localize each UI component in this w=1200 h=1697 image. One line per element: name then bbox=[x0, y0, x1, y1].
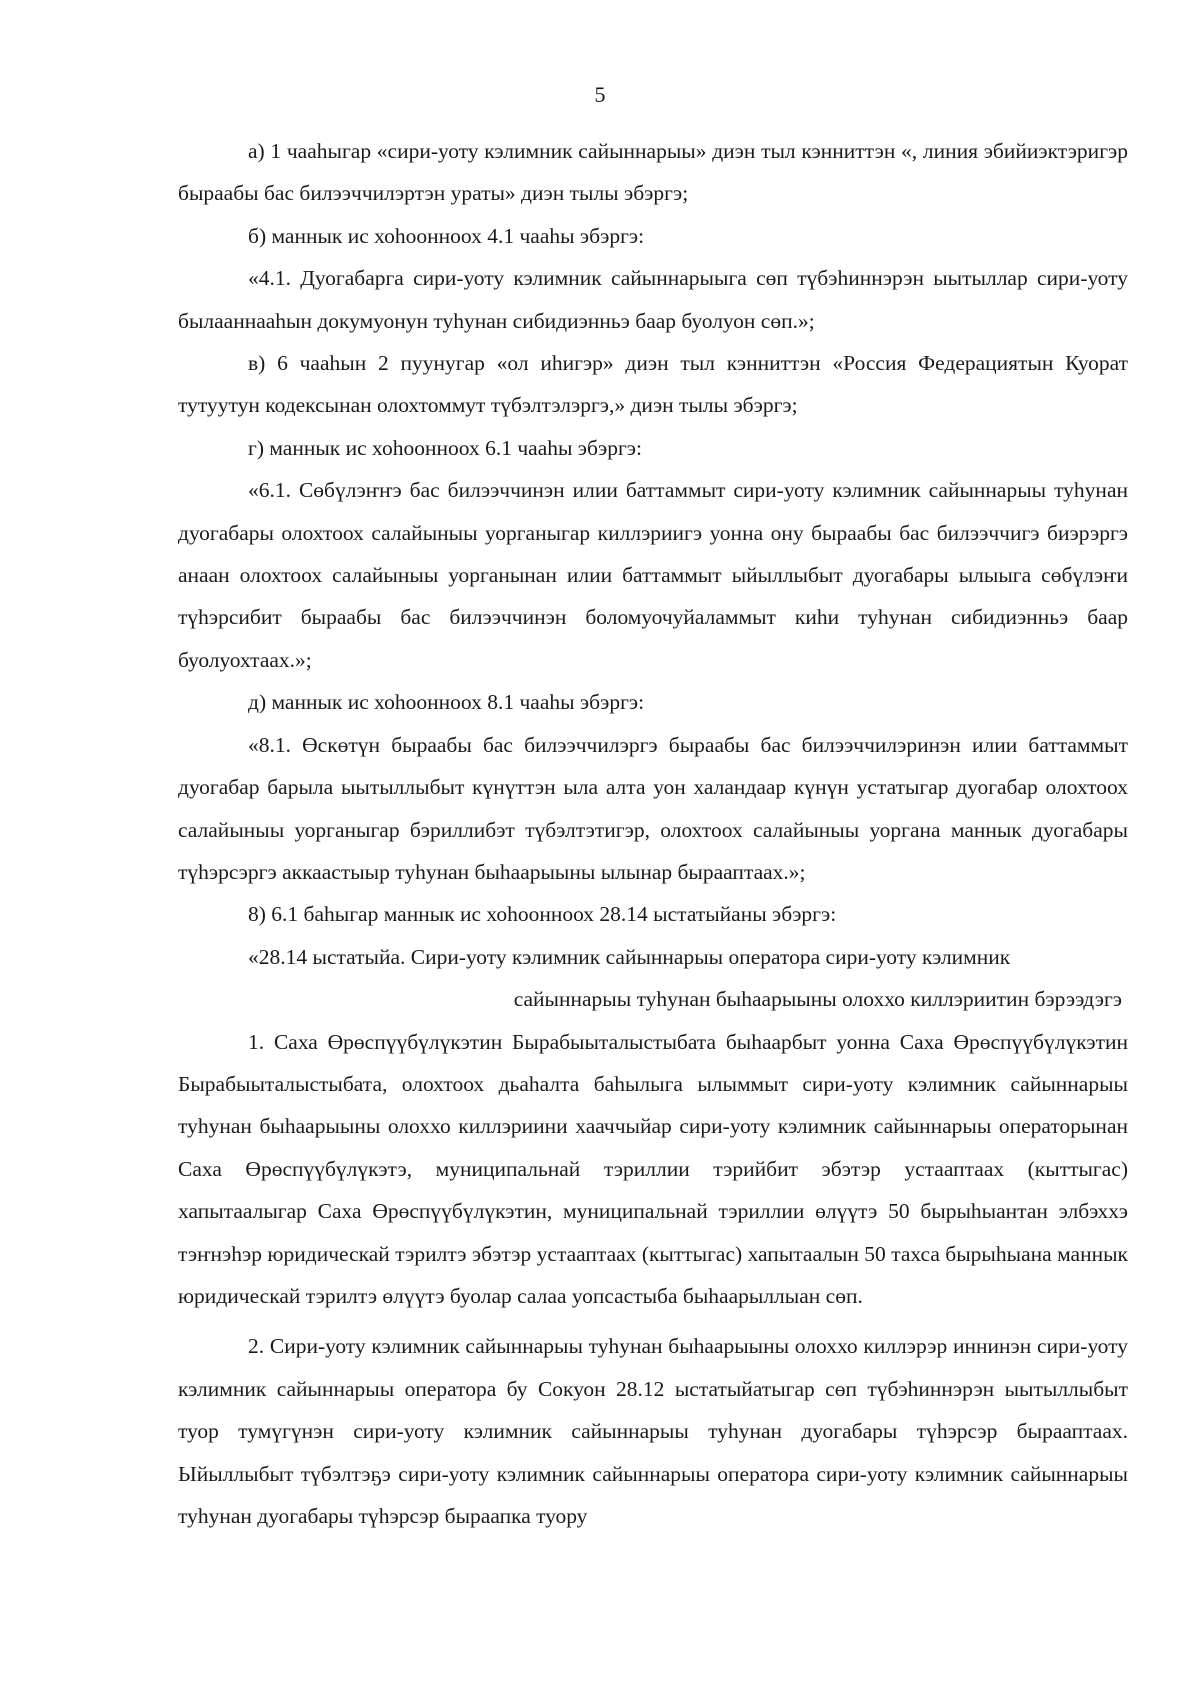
paragraph-g: г) маннык ис хоһоонноох 6.1 чааһы эбэргэ: bbox=[248, 435, 642, 460]
paragraph-a: а) 1 чааһыгар «сири-уоту кэлимник сайыннарыы» диэн тыл кэнниттэн «, линия эбийиэктэригэр быраабы бас билээччилэртэн ураты» диэн тылы эбэргэ; bbox=[178, 139, 1128, 206]
article-heading-line2: сайыннарыы туһунан быһаарыыны олоххо киллэриитин бэрээдэгэ bbox=[513, 987, 1122, 1012]
article-heading-line1: «28.14 ыстатыйа. Сири-уоту кэлимник сайыннарыы оператора сири-уоту кэлимник bbox=[248, 944, 1011, 969]
paragraph-b: б) маннык ис хоһоонноох 4.1 чааһы эбэргэ: bbox=[248, 223, 645, 248]
paragraph-4-1: «4.1. Дуогабарга сири-уоту кэлимник сайыннарыыга сөп түбэһиннэрэн ыытыллар сири-уоту былааннааһын докумуонун туһунан сибидиэнньэ баар буолуон сөп.»; bbox=[178, 266, 1128, 333]
paragraph-8: 8) 6.1 баһыгар маннык ис хоһоонноох 28.14 ыстатыйаны эбэргэ: bbox=[248, 902, 837, 927]
paragraph-6-1: «6.1. Сөбүлэҥҥэ бас билээччинэн илии баттаммыт сири-уоту кэлимник сайыннарыы туһунан дуогабары олохтоох салайыныы уорганыгар киллэриигэ уонна ону быраабы бас билээччигэ биэрэргэ анаан олохтоох салайыныы уорганынан илии баттаммыт ыйыллыбыт дуогабары ылыыга сөбүлэҥи түһэрсибит быраабы бас билээччинэн боломуочуйаламмыт киһи туһунан сибидиэнньэ баар буолуохтаах.»; bbox=[178, 478, 1128, 672]
article-heading bbox=[178, 936, 1128, 1021]
paragraph-8-1: «8.1. Өскөтүн быраабы бас билээччилэргэ быраабы бас билээччилэринэн илии баттаммыт дуогабар барыла ыытыллыбыт күнүттэн ыла алта уон халандаар күнүн устатыгар дуогабар олохтоох салайыныы уорганыгар бэриллибэт түбэлтэтигэр, олохтоох салайыныы уоргана маннык дуогабары түһэрсэргэ аккаастыыр туһунан быһаарыыны ылынар бырааптаах.»; bbox=[178, 732, 1128, 884]
document-body bbox=[178, 130, 1128, 1537]
page-number: 5 bbox=[594, 82, 606, 107]
article-paragraph-1: 1. Саха Өрөспүүбүлүкэтин Бырабыыталыстыбата быһаарбыт уонна Саха Өрөспүүбүлүкэтин Бырабыыталыстыбата, олохтоох дьаһалта баһылыга ылыммыт сири-уоту кэлимник сайыннарыы туһунан быһаарыыны олоххо киллэриини хааччыйар сири-уоту кэлимник сайыннарыы операторынан Саха Өрөспүүбүлүкэтэ, муниципальнай тэриллии тэрийбит эбэтэр устааптаах (кыттыгас) хапытаалыгар Саха Өрөспүүбүлүкэтин, муниципальнай тэриллии өлүүтэ 50 бырыһыантан элбэххэ тэҥнэһэр юридическай тэрилтэ эбэтэр устааптаах (кыттыгас) хапытаалын 50 тахса бырыһыана маннык юридическай тэрилтэ өлүүтэ буолар салаа уопсастыба быһаарыллыан сөп. bbox=[178, 1029, 1128, 1308]
article-paragraph-2: 2. Сири-уоту кэлимник сайыннарыы туһунан быһаарыыны олоххо киллэрэр иннинэн сири-уоту кэлимник сайыннарыы оператора бу Сокуон 28.12 ыстатыйатыгар сөп түбэһиннэрэн ыытыллыбыт туор тумүгүнэн сири-уоту кэлимник сайыннарыы туһунан дуогабары түһэрсэр бырааптаах. Ыйыллыбыт түбэлтэҕэ сири-уоту кэлимник сайыннарыы оператора сири-уоту кэлимник сайыннарыы туһунан дуогабары түһэрсэр быраапка туору bbox=[178, 1334, 1128, 1528]
paragraph-v: в) 6 чааһын 2 пуунугар «ол иһигэр» диэн тыл кэнниттэн «Россия Федерациятын Куорат тутуутун кодексынан олохтоммут түбэлтэлэргэ,» диэн тылы эбэргэ; bbox=[178, 351, 1128, 418]
paragraph-d: д) маннык ис хоһоонноох 8.1 чааһы эбэргэ: bbox=[248, 690, 645, 715]
